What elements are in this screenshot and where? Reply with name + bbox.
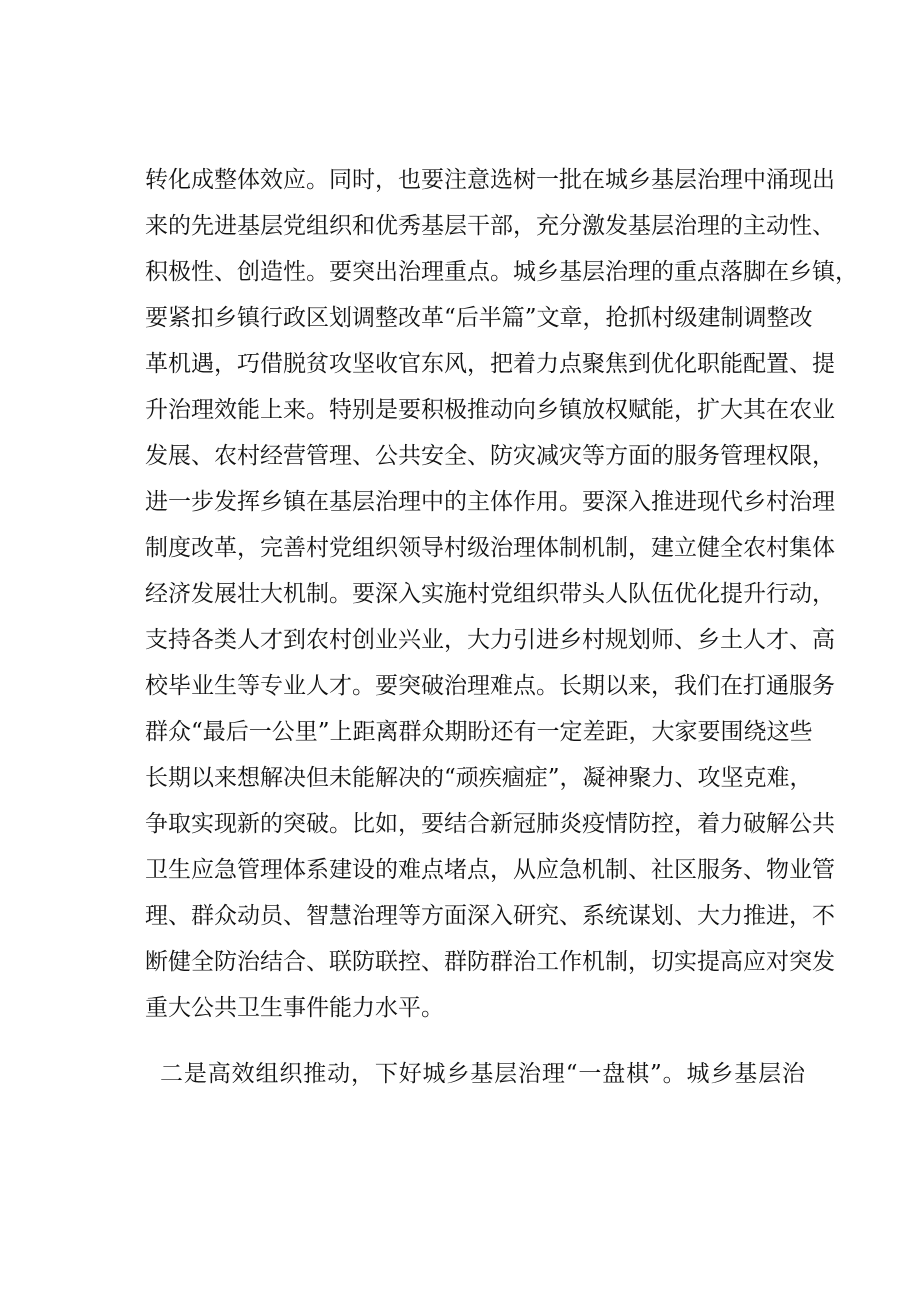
text-line: 革机遇，巧借脱贫攻坚收官东风，把着力点聚焦到优化职能配置、提 — [145, 351, 835, 377]
text-line: 卫生应急管理体系建设的难点堵点，从应急机制、社区服务、物业管 — [145, 857, 835, 883]
text-line: 要紧扣乡镇行政区划调整改革“后半篇”文章，抢抓村级建制调整改 — [145, 305, 813, 331]
text-line: 长期以来想解决但未能解决的“顽疾痼症”，凝神聚力、攻坚克难， — [145, 765, 813, 791]
paragraph-1 — [145, 157, 858, 1031]
text-line: 来的先进基层党组织和优秀基层干部，充分激发基层治理的主动性、 — [145, 213, 835, 239]
text-line: 转化成整体效应。同时，也要注意选树一批在城乡基层治理中涌现出 — [145, 167, 835, 193]
text-line: 断健全防治结合、联防联控、群防群治工作机制，切实提高应对突发 — [145, 949, 835, 975]
text-line: 争取实现新的突破。比如，要结合新冠肺炎疫情防控，着力破解公共 — [145, 811, 835, 837]
text-line: 升治理效能上来。特别是要积极推动向乡镇放权赋能，扩大其在农业 — [145, 397, 835, 423]
text-line: 发展、农村经营管理、公共安全、防灾减灾等方面的服务管理权限， — [145, 443, 835, 469]
text-line: 经济发展壮大机制。要深入实施村党组织带头人队伍优化提升行动， — [145, 581, 835, 607]
paragraph-2 — [145, 1051, 805, 1097]
text-line: 二是高效组织推动，下好城乡基层治理“一盘棋”。城乡基层治 — [160, 1061, 805, 1087]
text-line: 进一步发挥乡镇在基层治理中的主体作用。要深入推进现代乡村治理 — [145, 489, 835, 515]
text-line: 制度改革，完善村党组织领导村级治理体制机制，建立健全农村集体 — [145, 535, 835, 561]
paragraph-gap — [145, 1031, 805, 1051]
text-line: 理、群众动员、智慧治理等方面深入研究、系统谋划、大力推进，不 — [145, 903, 835, 929]
text-line: 群众“最后一公里”上距离群众期盼还有一定差距，大家要围绕这些 — [145, 719, 813, 745]
text-line: 积极性、创造性。要突出治理重点。城乡基层治理的重点落脚在乡镇， — [145, 259, 858, 285]
text-line: 校毕业生等专业人才。要突破治理难点。长期以来，我们在打通服务 — [145, 673, 835, 699]
document-body — [145, 157, 858, 1097]
text-line: 重大公共卫生事件能力水平。 — [145, 995, 444, 1021]
text-line: 支持各类人才到农村创业兴业，大力引进乡村规划师、乡土人才、高 — [145, 627, 835, 653]
